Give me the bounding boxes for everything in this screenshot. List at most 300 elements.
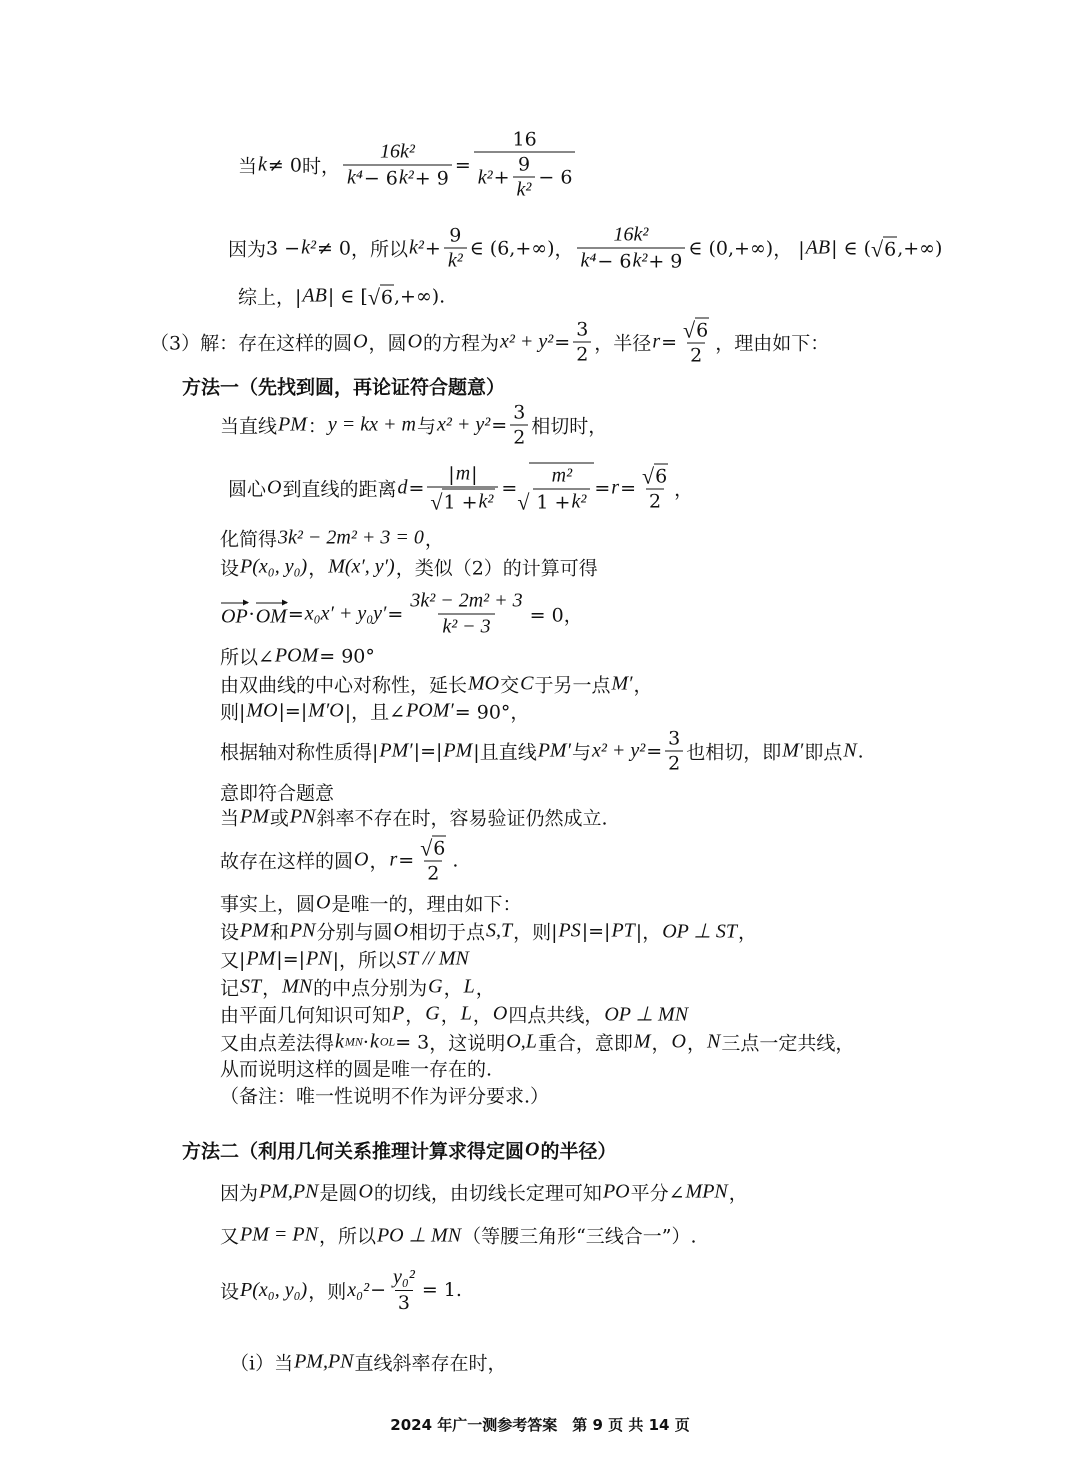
text-run: 或 [269, 807, 289, 830]
text-run: = 0， [529, 604, 583, 627]
text-run: 所以∠ [220, 646, 274, 669]
text-run: = 90°， [454, 701, 530, 724]
text-run: （等腰三角形“三线合一”）. [462, 1225, 697, 1248]
math-term: 16k² [379, 140, 415, 163]
solution-line [150, 318, 829, 367]
math-term: O [316, 891, 331, 914]
text-run: 根据轴对称性质得| [220, 741, 379, 764]
denominator [424, 861, 442, 885]
text-run: ， [651, 1032, 671, 1055]
text-run: | ∈ [ [327, 285, 368, 307]
math-term: OP ⊥ MN [604, 1003, 689, 1026]
text-run: （3）解：存在这样的圆 [150, 332, 353, 355]
math-term: m [455, 462, 471, 485]
text-run: 也相切，即 [686, 741, 782, 764]
math-term: PM [443, 739, 473, 762]
fraction [343, 141, 452, 190]
solution-line [220, 779, 334, 806]
fraction [406, 590, 526, 639]
math-term: PM [278, 413, 307, 436]
math-term: x₀² [347, 1278, 370, 1301]
numerator [406, 590, 526, 614]
text-run: ，类似（2）的计算可得 [395, 557, 598, 580]
text-run: 6 [884, 238, 897, 260]
fraction [474, 129, 576, 202]
text-run: − 6 [538, 166, 573, 189]
math-term: PO ⊥ MN [376, 1224, 462, 1247]
text-run: ， | [773, 238, 805, 261]
text-run: 综上，| [238, 286, 302, 309]
text-run: 三点一定共线， [721, 1032, 855, 1055]
radicand [442, 489, 495, 514]
fraction [533, 465, 590, 514]
text-run: 6 [696, 319, 709, 342]
text-run: ， [633, 674, 653, 697]
denominator [533, 489, 590, 514]
solution-line [220, 1001, 689, 1028]
math-term: x² + y² [437, 413, 491, 436]
solution-line [238, 283, 445, 310]
text-run: 直线斜率存在时， [354, 1352, 507, 1375]
text-run: + 9 [648, 250, 683, 272]
denominator [665, 751, 683, 775]
text-run: 与 [417, 415, 437, 438]
solution-line [220, 698, 529, 725]
text-run: · [362, 1031, 369, 1053]
text-run: 9 [449, 224, 462, 246]
math-term: ST [240, 975, 262, 998]
solution-line [220, 402, 607, 449]
radical-sign: √ [430, 489, 443, 515]
text-run: 由双曲线的中心对称性，延长 [220, 674, 468, 697]
solution-line [238, 129, 578, 202]
numerator [515, 154, 533, 177]
text-run: 3 [668, 727, 681, 750]
radical-sign: √ [683, 317, 696, 343]
solution-line [220, 728, 864, 775]
math-term: m² [551, 464, 573, 487]
math-term: k² [301, 236, 316, 259]
math-term: ST // MN [397, 947, 469, 970]
math-term: AB [302, 284, 327, 307]
square-root [368, 284, 394, 308]
text-run: |且直线 [473, 741, 537, 764]
text-run: ∈ (6,+∞) [469, 237, 555, 259]
denominator [577, 248, 686, 273]
text-run: ,+∞). [393, 285, 446, 307]
text-run: 是唯一的，理由如下： [331, 893, 522, 916]
text-run: ， [728, 1182, 748, 1205]
math-term: MPN [685, 1180, 728, 1203]
text-run: 当 [238, 155, 258, 178]
text-run: 6 [433, 837, 446, 860]
math-term: d [397, 476, 408, 499]
square-root [871, 236, 897, 260]
math-term: S,T [485, 919, 513, 942]
text-run: | [448, 463, 455, 485]
text-run: = [594, 477, 611, 499]
math-term: PM′ [537, 739, 571, 762]
text-run: 则| [220, 701, 246, 724]
radical-sign: √ [367, 284, 380, 309]
numerator [446, 224, 464, 247]
math-term: k² [571, 490, 587, 513]
math-term: k² [478, 490, 494, 513]
text-run: |，所以 [332, 949, 396, 972]
math-term: PM,PN [259, 1180, 319, 1203]
math-term: C [520, 672, 534, 695]
denominator [438, 614, 494, 639]
text-run: − 6 [597, 250, 632, 272]
fraction [513, 154, 536, 202]
text-run: （备注：唯一性说明不作为评分要求.） [220, 1085, 550, 1108]
text-run: 斜率不存在时，容易验证仍然成立. [316, 807, 608, 830]
text-run: + [424, 237, 441, 259]
math-term: k² [516, 178, 532, 201]
fraction [665, 728, 683, 775]
solution-line [220, 836, 458, 885]
text-run: |， [635, 921, 662, 944]
math-term: PN [306, 947, 332, 970]
math-term: MN [282, 975, 313, 998]
text-run: − 6 [363, 167, 398, 189]
math-term: PO [602, 1180, 630, 1203]
text-run: ，圆 [368, 332, 407, 355]
fraction [427, 463, 498, 514]
math-term: k⁴ [346, 166, 363, 189]
text-run: = [554, 331, 571, 353]
numerator [389, 1266, 419, 1290]
text-run: 相切时， [531, 415, 608, 438]
math-term: x² + y² [500, 330, 554, 353]
text-run: = 1. [421, 1279, 462, 1301]
numerator [573, 319, 591, 342]
text-run: ， [687, 1032, 707, 1055]
text-run: ，这说明 [429, 1032, 506, 1055]
text-run: 6 [655, 465, 668, 488]
denominator [444, 247, 467, 272]
math-term: PN [289, 919, 316, 942]
math-term: PM [246, 947, 276, 970]
math-term: O [267, 476, 282, 499]
fraction [639, 464, 671, 513]
solution-line [230, 1349, 507, 1376]
text-run: ，所以 [351, 238, 409, 261]
radical-sign: √ [871, 236, 884, 261]
solution-line [220, 1082, 549, 1109]
text-run: ： [307, 415, 327, 438]
text-run: 6 [380, 286, 393, 308]
math-term: k⁴ [580, 249, 597, 272]
text-run: 2 [649, 490, 662, 513]
solution-line [220, 643, 375, 670]
math-term: MO [246, 699, 278, 722]
text-run: 交 [500, 674, 520, 697]
radical-sign: √ [420, 835, 433, 861]
text-run: 即点 [804, 741, 843, 764]
math-term: G [425, 1002, 440, 1025]
subscript: MN [344, 1034, 363, 1049]
method-heading [182, 1137, 616, 1164]
solution-line [228, 224, 942, 273]
text-run: = [387, 603, 404, 625]
text-run: 设 [220, 1280, 240, 1303]
text-run: 到直线的距离 [282, 478, 397, 501]
denominator [687, 343, 705, 367]
text-run: ， [475, 977, 495, 1000]
math-term: O [492, 1002, 508, 1025]
text-run: 16 [512, 128, 537, 151]
method-heading [182, 373, 505, 400]
text-run: 3 [513, 401, 526, 424]
vector: OP [221, 600, 248, 629]
text-run: 的切线，由切线长定理可知 [373, 1182, 602, 1205]
text-run: 当 [220, 807, 240, 830]
math-term: 3k² − 2m² + 3 = 0 [278, 526, 424, 549]
radicand [529, 463, 594, 514]
math-term: P(x₀, y₀) [240, 555, 308, 578]
math-term: N [843, 739, 857, 762]
text-run: ， [554, 238, 574, 261]
text-run: ， [440, 1004, 460, 1027]
denominator [510, 425, 528, 449]
text-run: ， [369, 850, 389, 873]
text-run: = 3 [395, 1031, 430, 1053]
solution-line [220, 1055, 492, 1082]
math-term: r [611, 476, 620, 499]
text-run: ， [308, 557, 328, 580]
solution-line [220, 974, 495, 1001]
denominator [343, 165, 452, 190]
text-run: 方法二（利用几何关系推理计算求得定圆 [182, 1140, 525, 1163]
denominator [474, 152, 576, 202]
fraction [510, 402, 528, 449]
text-run: ≠ 0 [316, 237, 352, 259]
math-term: O,L [506, 1030, 537, 1053]
numerator [376, 141, 419, 165]
text-run: ， [424, 528, 444, 551]
text-run: ， [405, 1004, 425, 1027]
math-term: x² + y² [591, 739, 646, 762]
math-term: M [633, 1030, 651, 1053]
math-term: O [358, 1180, 373, 1203]
math-term: O [353, 330, 368, 353]
solution-line [220, 918, 757, 945]
text-run: . [452, 849, 459, 871]
math-term: k [258, 153, 267, 176]
text-run: = [398, 849, 415, 871]
solution-line [220, 671, 653, 698]
denominator [646, 489, 664, 513]
math-term: k² − 3 [442, 615, 491, 638]
square-root [420, 836, 446, 860]
text-run: 设 [220, 921, 240, 944]
text-run: = [408, 477, 425, 499]
text-run: 记 [220, 977, 240, 1000]
text-run: 又 [220, 1225, 240, 1248]
text-run: 化简得 [220, 528, 278, 551]
math-term: r [652, 330, 661, 353]
text-run: − [370, 1279, 386, 1301]
text-run: 故存在这样的圆 [220, 850, 354, 873]
math-term: k² [398, 166, 414, 189]
denominator [513, 177, 536, 202]
radicand [432, 836, 446, 860]
text-run: 和 [269, 921, 289, 944]
text-run: ， [674, 478, 694, 501]
text-run: 于另一点 [534, 674, 611, 697]
fraction [389, 1266, 419, 1314]
text-run: . [857, 740, 864, 762]
text-run: 3 [397, 1292, 410, 1314]
square-root [430, 489, 495, 514]
text-run: · [248, 603, 255, 625]
text-run: 2 [513, 426, 526, 449]
square-root [642, 464, 668, 488]
text-run: = [454, 154, 471, 176]
text-run: 因为 [228, 238, 267, 261]
text-run: 方法一（先找到圆，再论证符合题意） [182, 376, 506, 399]
math-term: O [525, 1138, 540, 1161]
text-run: 意即符合题意 [220, 782, 335, 805]
text-run: ，则 [308, 1280, 347, 1303]
radicand [380, 284, 394, 308]
math-term: 16k² [613, 223, 649, 246]
text-run: 因为 [220, 1182, 259, 1205]
math-term: PM,PN [294, 1350, 354, 1373]
math-term: M′ [611, 672, 633, 695]
text-run: 9 [517, 153, 531, 176]
fraction [680, 318, 712, 367]
vector: OM [256, 600, 287, 629]
solution-line [220, 1266, 462, 1314]
text-run: 圆心 [228, 478, 267, 501]
math-term: PM [240, 919, 269, 942]
math-term: 3k² − 2m² + 3 [410, 589, 523, 612]
text-run: = [661, 331, 678, 353]
text-run: ， [738, 921, 758, 944]
radicand [695, 318, 709, 342]
numerator [639, 464, 671, 489]
text-run: 时， [301, 155, 340, 178]
numerator [445, 463, 480, 487]
text-run: ，所以 [318, 1225, 376, 1248]
text-run: ∈ (0,+∞) [688, 237, 774, 259]
text-run: 当直线 [220, 415, 278, 438]
text-run: 3 [576, 318, 589, 341]
radicand [654, 464, 668, 488]
text-run: + [493, 166, 510, 189]
math-term: PM = PN [240, 1223, 318, 1246]
math-term: k² [447, 249, 463, 271]
text-run: = [620, 477, 636, 499]
text-run: 又由点差法得 [220, 1032, 335, 1055]
fraction [573, 319, 591, 366]
text-run: ， [262, 977, 282, 1000]
math-term: k² [409, 236, 424, 259]
text-run: ，半径 [594, 332, 652, 355]
math-term: PM [240, 805, 269, 828]
square-root [683, 318, 709, 342]
math-term: M′O [308, 699, 344, 722]
text-run: | ∈ ( [831, 237, 872, 259]
math-term: O [354, 848, 369, 871]
math-term: y₀² [392, 1266, 415, 1288]
numerator [548, 465, 576, 489]
denominator [395, 1290, 413, 1314]
text-run: 2 [668, 752, 681, 775]
text-run: 平分∠ [630, 1182, 685, 1205]
math-term: PM′ [379, 739, 413, 762]
math-term: N [707, 1030, 721, 1053]
text-run: = [646, 740, 663, 762]
text-run: |=| [278, 700, 308, 722]
solution-line [220, 1222, 697, 1249]
numerator [610, 224, 653, 248]
solution-line [220, 946, 470, 973]
text-run: 的中点分别为 [313, 977, 428, 1000]
math-term: PS [558, 919, 581, 942]
text-run: 又| [220, 949, 246, 972]
text-run: 2 [576, 343, 589, 366]
square-root [517, 463, 594, 514]
text-run: |=| [413, 740, 443, 762]
math-term: L [463, 975, 475, 998]
text-run: 3 − [266, 237, 301, 259]
solution-line [220, 1179, 748, 1206]
fraction [444, 224, 467, 272]
text-run: ,+∞) [897, 237, 943, 259]
radical-sign: √ [517, 489, 530, 515]
text-run: | [471, 463, 478, 485]
numerator [680, 318, 712, 343]
math-term: P(x₀, y₀) [240, 1278, 308, 1301]
text-run: 从而说明这样的圆是唯一存在的. [220, 1058, 493, 1081]
text-run: 1 + [536, 491, 571, 513]
numerator [417, 836, 449, 861]
math-term: k² [632, 249, 648, 272]
subscript: OL [379, 1034, 396, 1049]
text-run: 事实上，圆 [220, 893, 316, 916]
text-run: |=| [581, 920, 611, 942]
text-run: = [491, 414, 508, 436]
math-term: y = kx + m [327, 413, 416, 436]
math-term: M′ [782, 739, 804, 762]
text-run: = [501, 477, 518, 499]
text-run: ，理由如下： [715, 332, 830, 355]
math-term: L [460, 1002, 472, 1025]
solution-line [220, 554, 598, 581]
numerator [665, 728, 683, 751]
solution-line [228, 463, 693, 514]
text-run: + 9 [414, 167, 449, 189]
math-term: k [335, 1030, 344, 1053]
math-term: O [393, 919, 408, 942]
text-run: ，则| [513, 921, 558, 944]
text-run: ， [472, 1004, 492, 1027]
text-run: |，且∠ [344, 701, 406, 724]
text-run: ≠ 0 [267, 154, 302, 176]
math-term: k [369, 1030, 379, 1053]
text-run: 四点共线， [508, 1004, 604, 1027]
fraction [577, 224, 686, 273]
text-run: 2 [427, 862, 440, 885]
text-run: 的半径） [540, 1140, 617, 1163]
text-run: 重合，意即 [537, 1032, 633, 1055]
text-run: 1 + [443, 491, 478, 513]
radical-sign: √ [642, 463, 655, 489]
math-term: O [671, 1030, 686, 1053]
